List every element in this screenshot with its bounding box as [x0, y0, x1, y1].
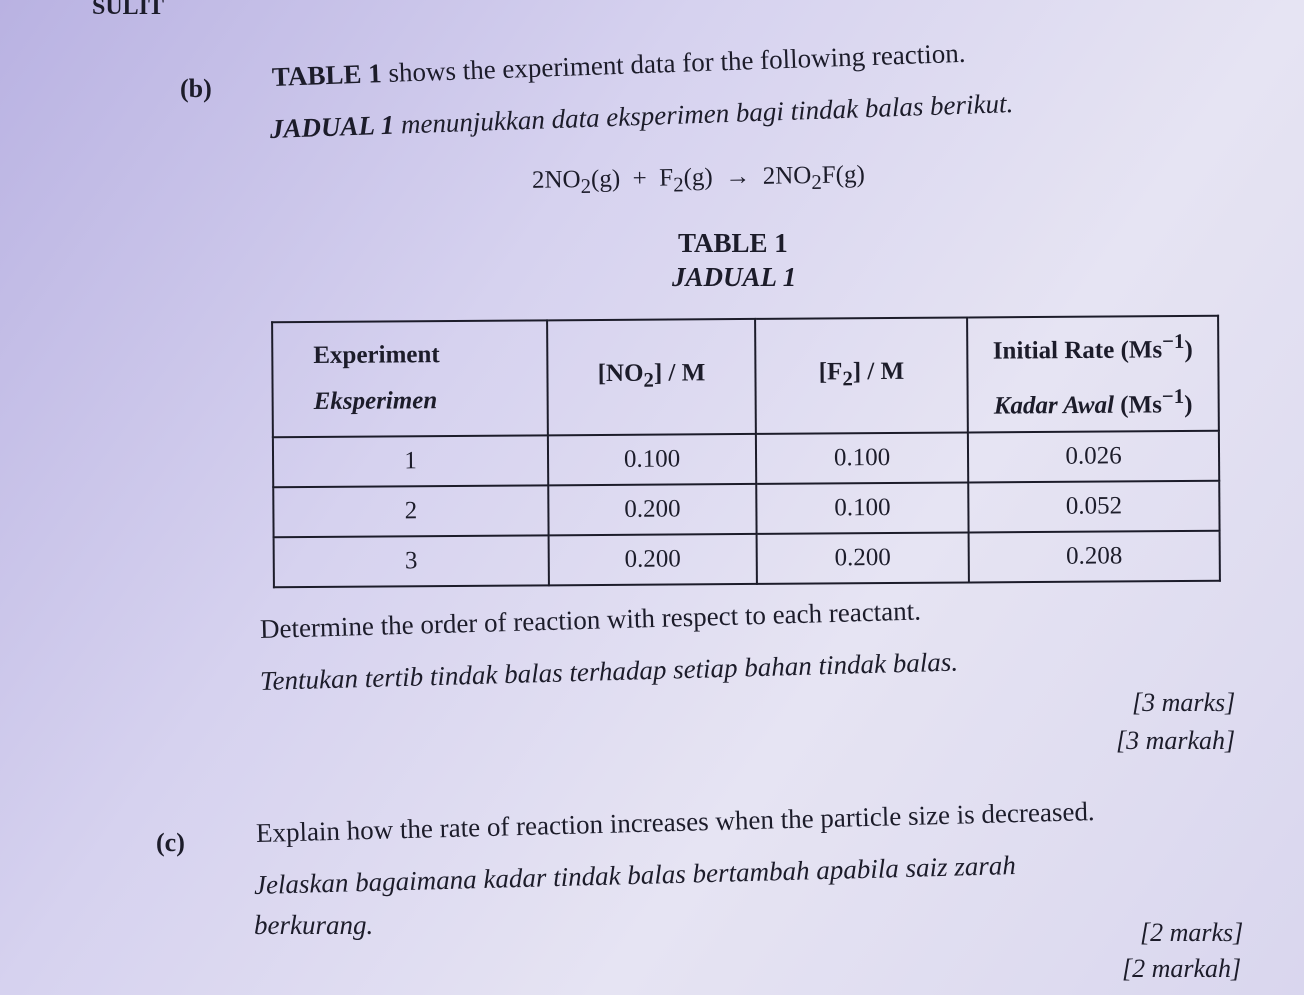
- cell-rate: 0.208: [969, 530, 1220, 582]
- reactant-1: 2NO: [531, 166, 581, 194]
- part-b-marks-malay: [3 markah]: [1116, 726, 1236, 755]
- header-experiment-ms: Eksperimen: [313, 387, 438, 416]
- header-f2-sub: 2: [842, 366, 853, 391]
- part-c-marks-malay: [2 markah]: [1122, 954, 1242, 983]
- table-row: [274, 530, 1220, 587]
- reactant-1-subscript: 2: [580, 173, 592, 199]
- cell-no2: 0.100: [548, 434, 756, 485]
- product-rest: F(g): [821, 161, 866, 189]
- header-rate-en-sup: −1: [1162, 328, 1185, 354]
- product: 2NO: [762, 162, 812, 190]
- intro-text-malay: menunjukkan data eksperimen bagi tindak balas berikut.: [393, 88, 1014, 140]
- product-subscript: 2: [811, 169, 823, 195]
- header-no2-a: [NO: [597, 360, 644, 388]
- header-rate-ms-b: (Ms: [1113, 391, 1163, 420]
- part-b-intro: [271, 38, 966, 93]
- reactant-1-state: (g): [590, 165, 621, 193]
- header-no2: [547, 319, 756, 435]
- reactant-2-state: (g): [683, 163, 713, 192]
- cell-f2: 0.200: [757, 532, 969, 583]
- cell-experiment: 1: [273, 435, 548, 487]
- cell-no2: 0.200: [549, 534, 757, 585]
- cell-f2: 0.100: [756, 482, 968, 533]
- header-experiment: [272, 320, 548, 437]
- header-rate-ms-a: Kadar Awal: [993, 392, 1115, 420]
- header-rate-en-b: ): [1184, 336, 1193, 364]
- part-c-label: (c): [156, 828, 185, 857]
- header-no2-sub: 2: [643, 367, 655, 393]
- reactant-2: F: [659, 164, 674, 192]
- header-rate-en: [969, 318, 1216, 375]
- part-b-intro-malay: [269, 88, 1013, 145]
- cell-rate: 0.052: [968, 480, 1219, 532]
- cell-f2: 0.100: [756, 432, 968, 483]
- cell-rate: 0.026: [968, 430, 1219, 482]
- table-reference-malay: JADUAL 1: [269, 109, 395, 144]
- header-f2-b: ] / M: [852, 358, 905, 386]
- reaction-arrow: →: [724, 163, 751, 191]
- table-row: [273, 430, 1219, 487]
- part-c-question: Explain how the rate of reaction increases when the particle size is decreased.: [255, 796, 1095, 848]
- part-c-marks: [2 marks]: [1140, 918, 1244, 947]
- part-b-question: Determine the order of reaction with respect to each reactant.: [259, 595, 922, 644]
- header-f2-a: [F: [818, 358, 843, 386]
- cell-experiment: 2: [273, 485, 548, 537]
- header-rate-ms: [969, 373, 1216, 430]
- cell-no2: 0.200: [548, 484, 756, 535]
- header-rate-ms-sup: −1: [1161, 384, 1185, 409]
- part-c-question-malay-2: berkurang.: [254, 910, 374, 940]
- part-b-marks: [3 marks]: [1132, 688, 1236, 717]
- table-row: [273, 480, 1219, 537]
- cell-experiment: 3: [274, 535, 549, 587]
- header-rate: [967, 316, 1219, 432]
- reactant-2-subscript: 2: [673, 172, 684, 197]
- header-no2-b: ] / M: [653, 359, 706, 387]
- table-reference: TABLE 1: [271, 58, 383, 92]
- header-f2: [755, 317, 968, 433]
- part-b-question-malay: Tentukan tertib tindak balas terhadap setiap bahan tindak balas.: [259, 646, 959, 696]
- part-b-label: (b): [180, 74, 212, 103]
- table-caption-malay: JADUAL 1: [672, 262, 797, 292]
- table-caption: TABLE 1: [678, 228, 788, 258]
- chemical-equation: [532, 161, 865, 200]
- header-rate-en-a: Initial Rate (Ms: [992, 336, 1163, 365]
- header-rate-ms-c: ): [1184, 391, 1193, 419]
- experiment-data-table: [271, 315, 1221, 588]
- page-header: SULIT: [92, 0, 165, 20]
- part-c-question-malay-1: Jelaskan bagaimana kadar tindak balas bertambah apabila saiz zarah: [253, 850, 1017, 900]
- table-header-row: [272, 316, 1219, 437]
- header-experiment-en: Experiment: [313, 341, 440, 370]
- plus-sign: +: [632, 164, 647, 193]
- intro-text: shows the experiment data for the following reaction.: [381, 37, 966, 89]
